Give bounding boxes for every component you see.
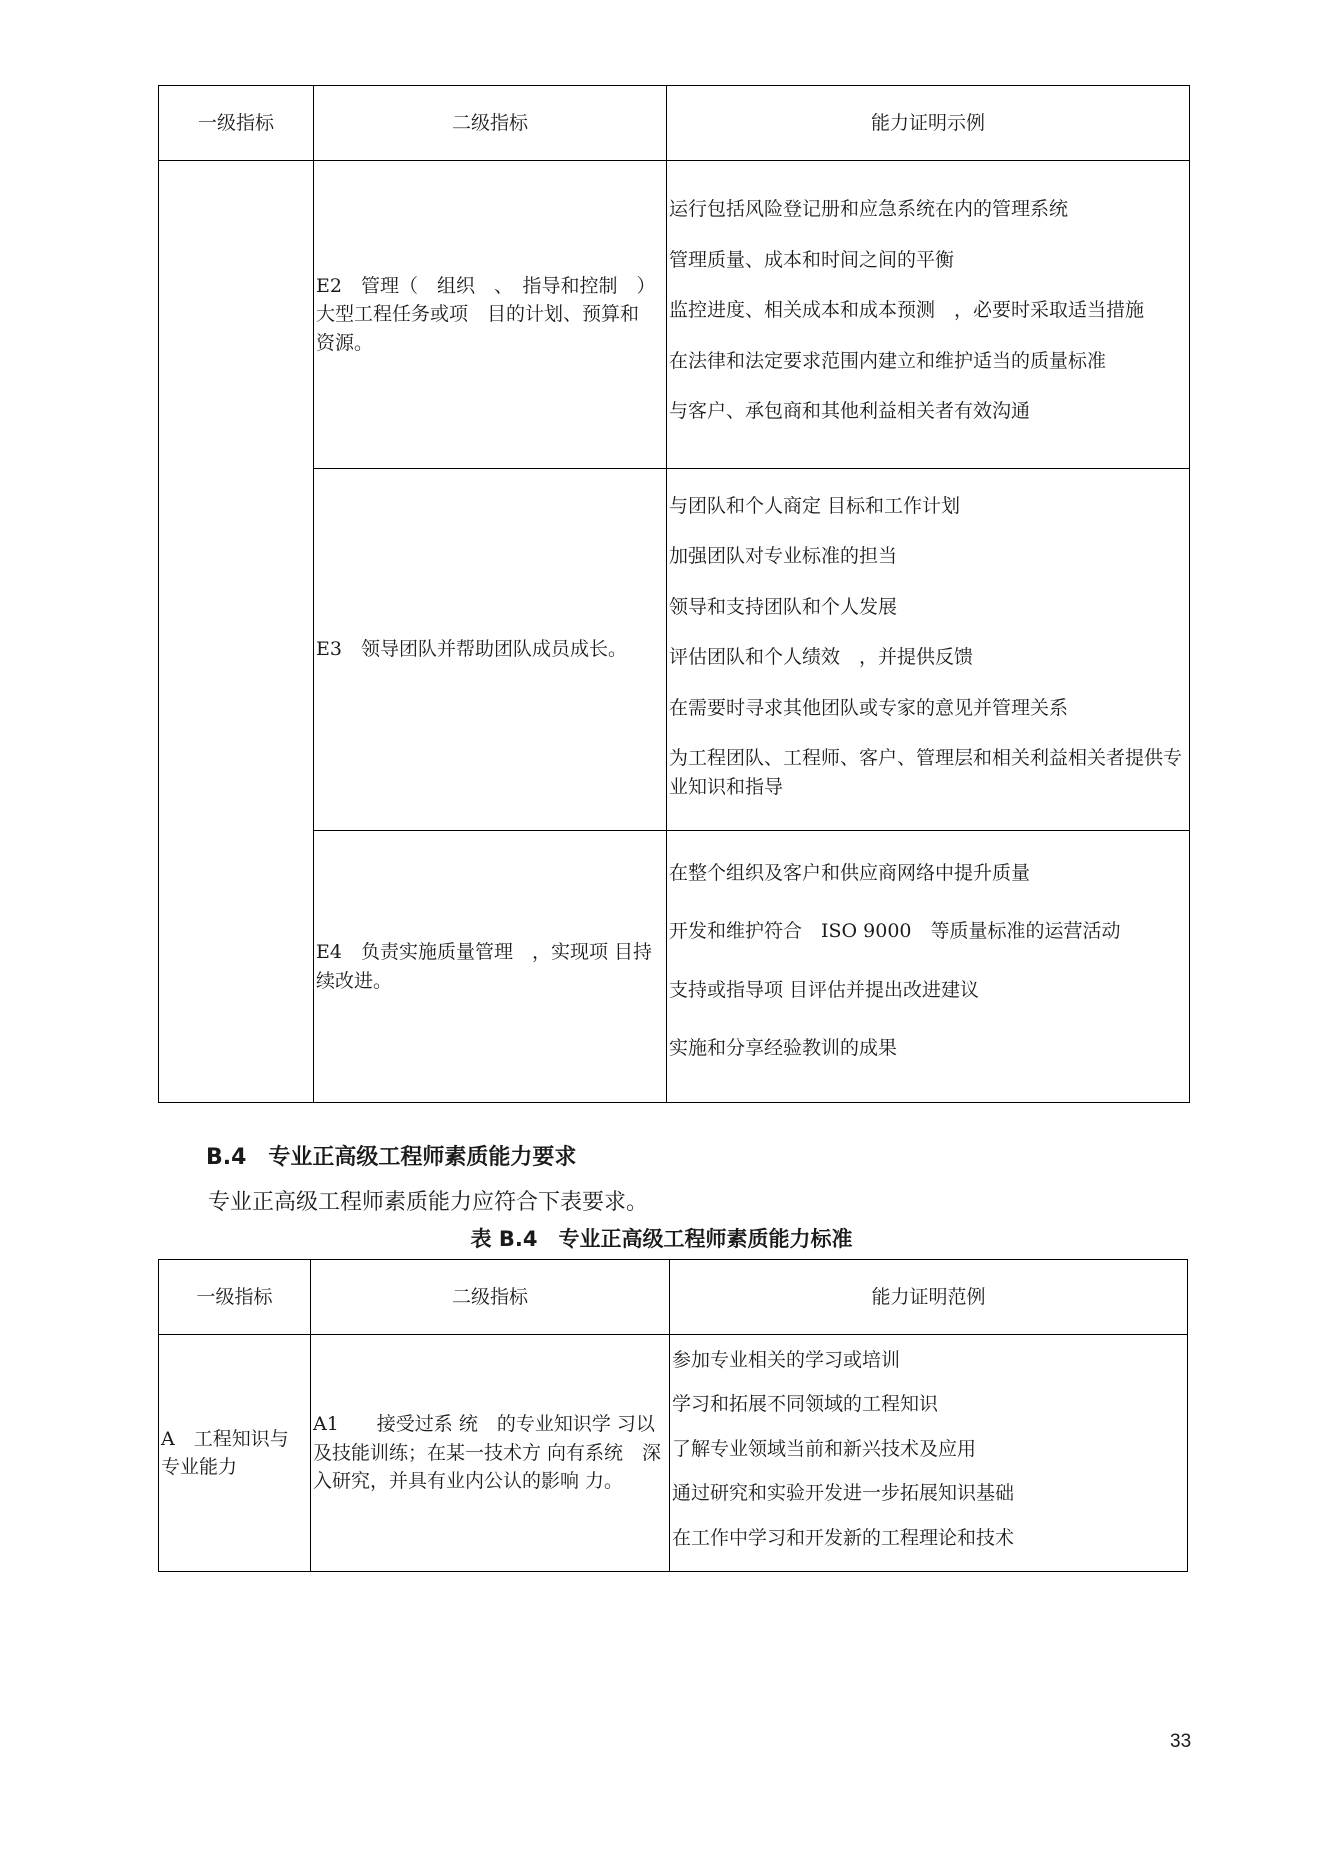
table-row — [159, 469, 1190, 831]
evidence-item: 为工程团队、工程师、客户、管理层和相关利益相关者提供专 业知识和指导 — [669, 747, 1202, 798]
evidence-item: 与客户、承包商和其他利益相关者有效沟通 — [669, 400, 1031, 423]
table-header-row — [159, 86, 1190, 161]
evidence-item: 通过研究和实验开发进一步拓展知识基础 — [672, 1482, 1015, 1505]
evidence-item: 领导和支持团队和个人发展 — [669, 595, 898, 618]
evidence-list — [667, 469, 1202, 831]
page-number: 33 — [1170, 1731, 1192, 1752]
evidence-item: 参加专业相关的学习或培训 — [672, 1348, 901, 1371]
evidence-item: 学习和拓展不同领域的工程知识 — [672, 1393, 939, 1416]
evidence-item: 监控进度、相关成本和成本预测 ，必要时采取适当措施 — [669, 299, 1145, 322]
table-caption: 表 B.4 专业正高级工程师素质能力标准 — [470, 1227, 853, 1251]
table-row — [159, 831, 1190, 1103]
secondary-indicator-a1: A1 接受过系 统 的专业知识学 习以 及技能训练；在某一技术方 向有系统 深入研究，并具有业内公认的影响 力。 — [311, 1335, 670, 1572]
header-secondary-indicator: 二级指标 — [311, 1260, 670, 1335]
header-evidence: 能力证明范例 — [670, 1260, 1188, 1335]
evidence-item: 评估团队和个人绩效 ，并提供反馈 — [669, 646, 974, 669]
evidence-item: 管理质量、成本和时间之间的平衡 — [669, 248, 955, 271]
primary-indicator-cell — [159, 161, 314, 1103]
table-row — [159, 161, 1190, 469]
header-primary-indicator: 一级指标 — [159, 86, 314, 161]
evidence-item: 实施和分享经验教训的成果 — [669, 1037, 898, 1059]
evidence-item: 加强团队对专业标准的担当 — [669, 545, 898, 568]
evidence-item: 开发和维护符合 ISO 9000 等质量标准的运营活动 — [669, 920, 1121, 942]
table-row — [159, 1335, 1188, 1572]
evidence-item: 与团队和个人商定 目标和工作计划 — [669, 494, 961, 517]
evidence-item: 运行包括风险登记册和应急系统在内的管理系统 — [669, 198, 1069, 221]
table-header-row — [159, 1260, 1188, 1335]
primary-indicator-a: A 工程知识与 专业能力 — [159, 1335, 311, 1572]
evidence-item: 在工作中学习和开发新的工程理论和技术 — [672, 1526, 1015, 1549]
evidence-item: 支持或指导项 目评估并提出改进建议 — [669, 978, 980, 1001]
evidence-item: 在法律和法定要求范围内建立和维护适当的质量标准 — [669, 349, 1107, 372]
evidence-item: 了解专业领域当前和新兴技术及应用 — [672, 1437, 977, 1460]
evidence-list — [670, 1335, 1188, 1572]
evidence-list — [667, 161, 1190, 469]
evidence-item: 在需要时寻求其他团队或专家的意见并管理关系 — [669, 696, 1069, 719]
section-heading: B.4 专业正高级工程师素质能力要求 — [206, 1145, 577, 1170]
secondary-indicator-e4: E4 负责实施质量管理 ，实现项 目持续改进。 — [314, 831, 667, 1103]
header-primary-indicator: 一级指标 — [159, 1260, 311, 1335]
competency-table-continued — [158, 85, 1202, 1103]
secondary-indicator-e3: E3 领导团队并帮助团队成员成长。 — [314, 469, 667, 831]
evidence-list — [667, 831, 1190, 1103]
competency-standard-table — [158, 1259, 1188, 1572]
header-secondary-indicator: 二级指标 — [314, 86, 667, 161]
evidence-item: 在整个组织及客户和供应商网络中提升质量 — [669, 861, 1031, 884]
section-text: 专业正高级工程师素质能力应符合下表要求。 — [208, 1190, 649, 1215]
header-evidence: 能力证明示例 — [667, 86, 1190, 161]
secondary-indicator-e2: E2 管理（ 组织 、 指导和控制 ）大型工程任务或项 目的计划、预算和 资源。 — [314, 161, 667, 469]
